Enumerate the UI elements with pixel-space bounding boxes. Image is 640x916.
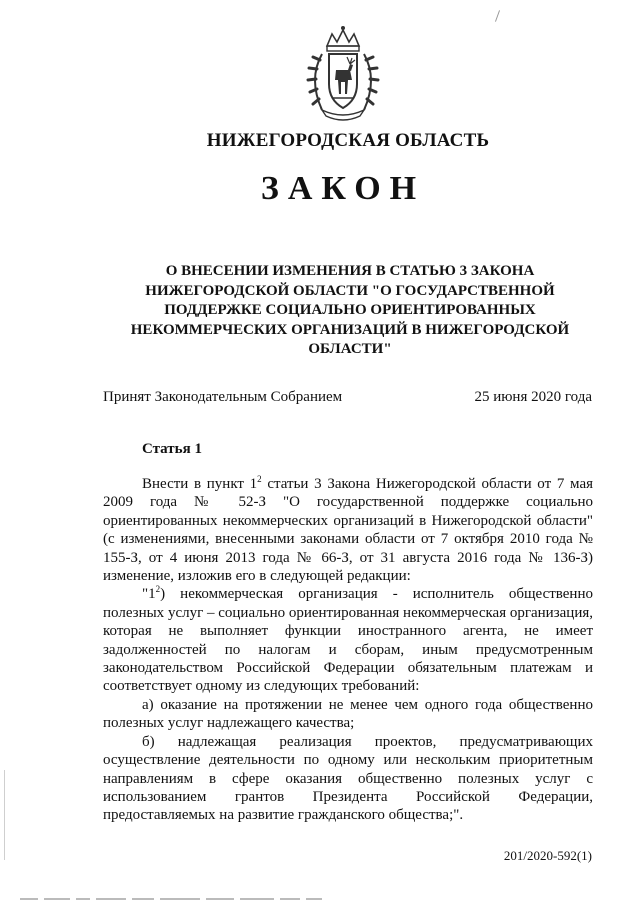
paragraph-definition	[103, 585, 593, 695]
superscript: 2	[257, 474, 262, 484]
paragraph-text: "1	[142, 586, 156, 603]
coat-of-arms-icon	[300, 24, 386, 124]
article-heading: Статья 1	[142, 441, 202, 457]
article-body	[103, 475, 593, 825]
paragraph-text: Внести в пункт 1	[142, 476, 258, 492]
document-code: 201/2020-592(1)	[503, 848, 592, 863]
scan-edge	[4, 770, 5, 860]
scan-mark	[495, 10, 500, 22]
paragraph-item-a: а) оказание на протяжении не менее чем одного года общественно полезных услуг надлежащего качества;	[103, 696, 593, 732]
paragraph-item-b: б) надлежащая реализация проектов, предусматривающих осуществление деятельности по одному или нескольким приоритетным направлениям в сфере оказания общественно полезных услуг с использованием грантов Президента Российской Федерации, предоставляемых на развитие гражданского общества;".	[103, 733, 593, 824]
adoption-label: Принят Законодательным Собранием	[103, 389, 343, 405]
superscript: 2	[155, 584, 161, 595]
paragraph-amendment	[103, 475, 593, 585]
region-name: НИЖЕГОРОДСКАЯ ОБЛАСТЬ	[206, 130, 490, 151]
document-type: ЗАКОН	[260, 170, 426, 207]
adoption-date: 25 июня 2020 года	[474, 389, 592, 405]
scan-artifact	[20, 898, 360, 901]
paragraph-text: статьи 3 Закона Нижегородской области от 7 мая 2009 года № 52-З "О государственной поддержке социально ориентированных некоммерческих организаций в Нижегородской области" (с изменениями, внесенными законами области от 7 октября 2010 года № 155-З, от 4 июня 2013 года № 66-З, от 31 августа 2016 года № 136-З) изменение, изложив его в следующей редакции:	[103, 476, 593, 585]
law-title: О ВНЕСЕНИИ ИЗМЕНЕНИЯ В СТАТЬЮ 3 ЗАКОНА НИЖЕГОРОДСКОЙ ОБЛАСТИ "О ГОСУДАРСТВЕННОЙ ПОДДЕРЖКЕ СОЦИАЛЬНО ОРИЕНТИРОВАННЫХ НЕКОММЕРЧЕСКИХ ОРГАНИЗАЦИЙ В НИЖЕГОРОДСКОЙ ОБЛАСТИ"	[130, 263, 570, 357]
paragraph-text: ) некоммерческая организация - исполнитель общественно полезных услуг – социально ориентированная некоммерческая организация, которая не выполняет функции иностранного агента, не имеет задолженностей по налогам и сборам, иным предусмотренным законодательством Российской Федерации обязательным платежам и соответствует одному из следующих требований:	[103, 586, 593, 695]
